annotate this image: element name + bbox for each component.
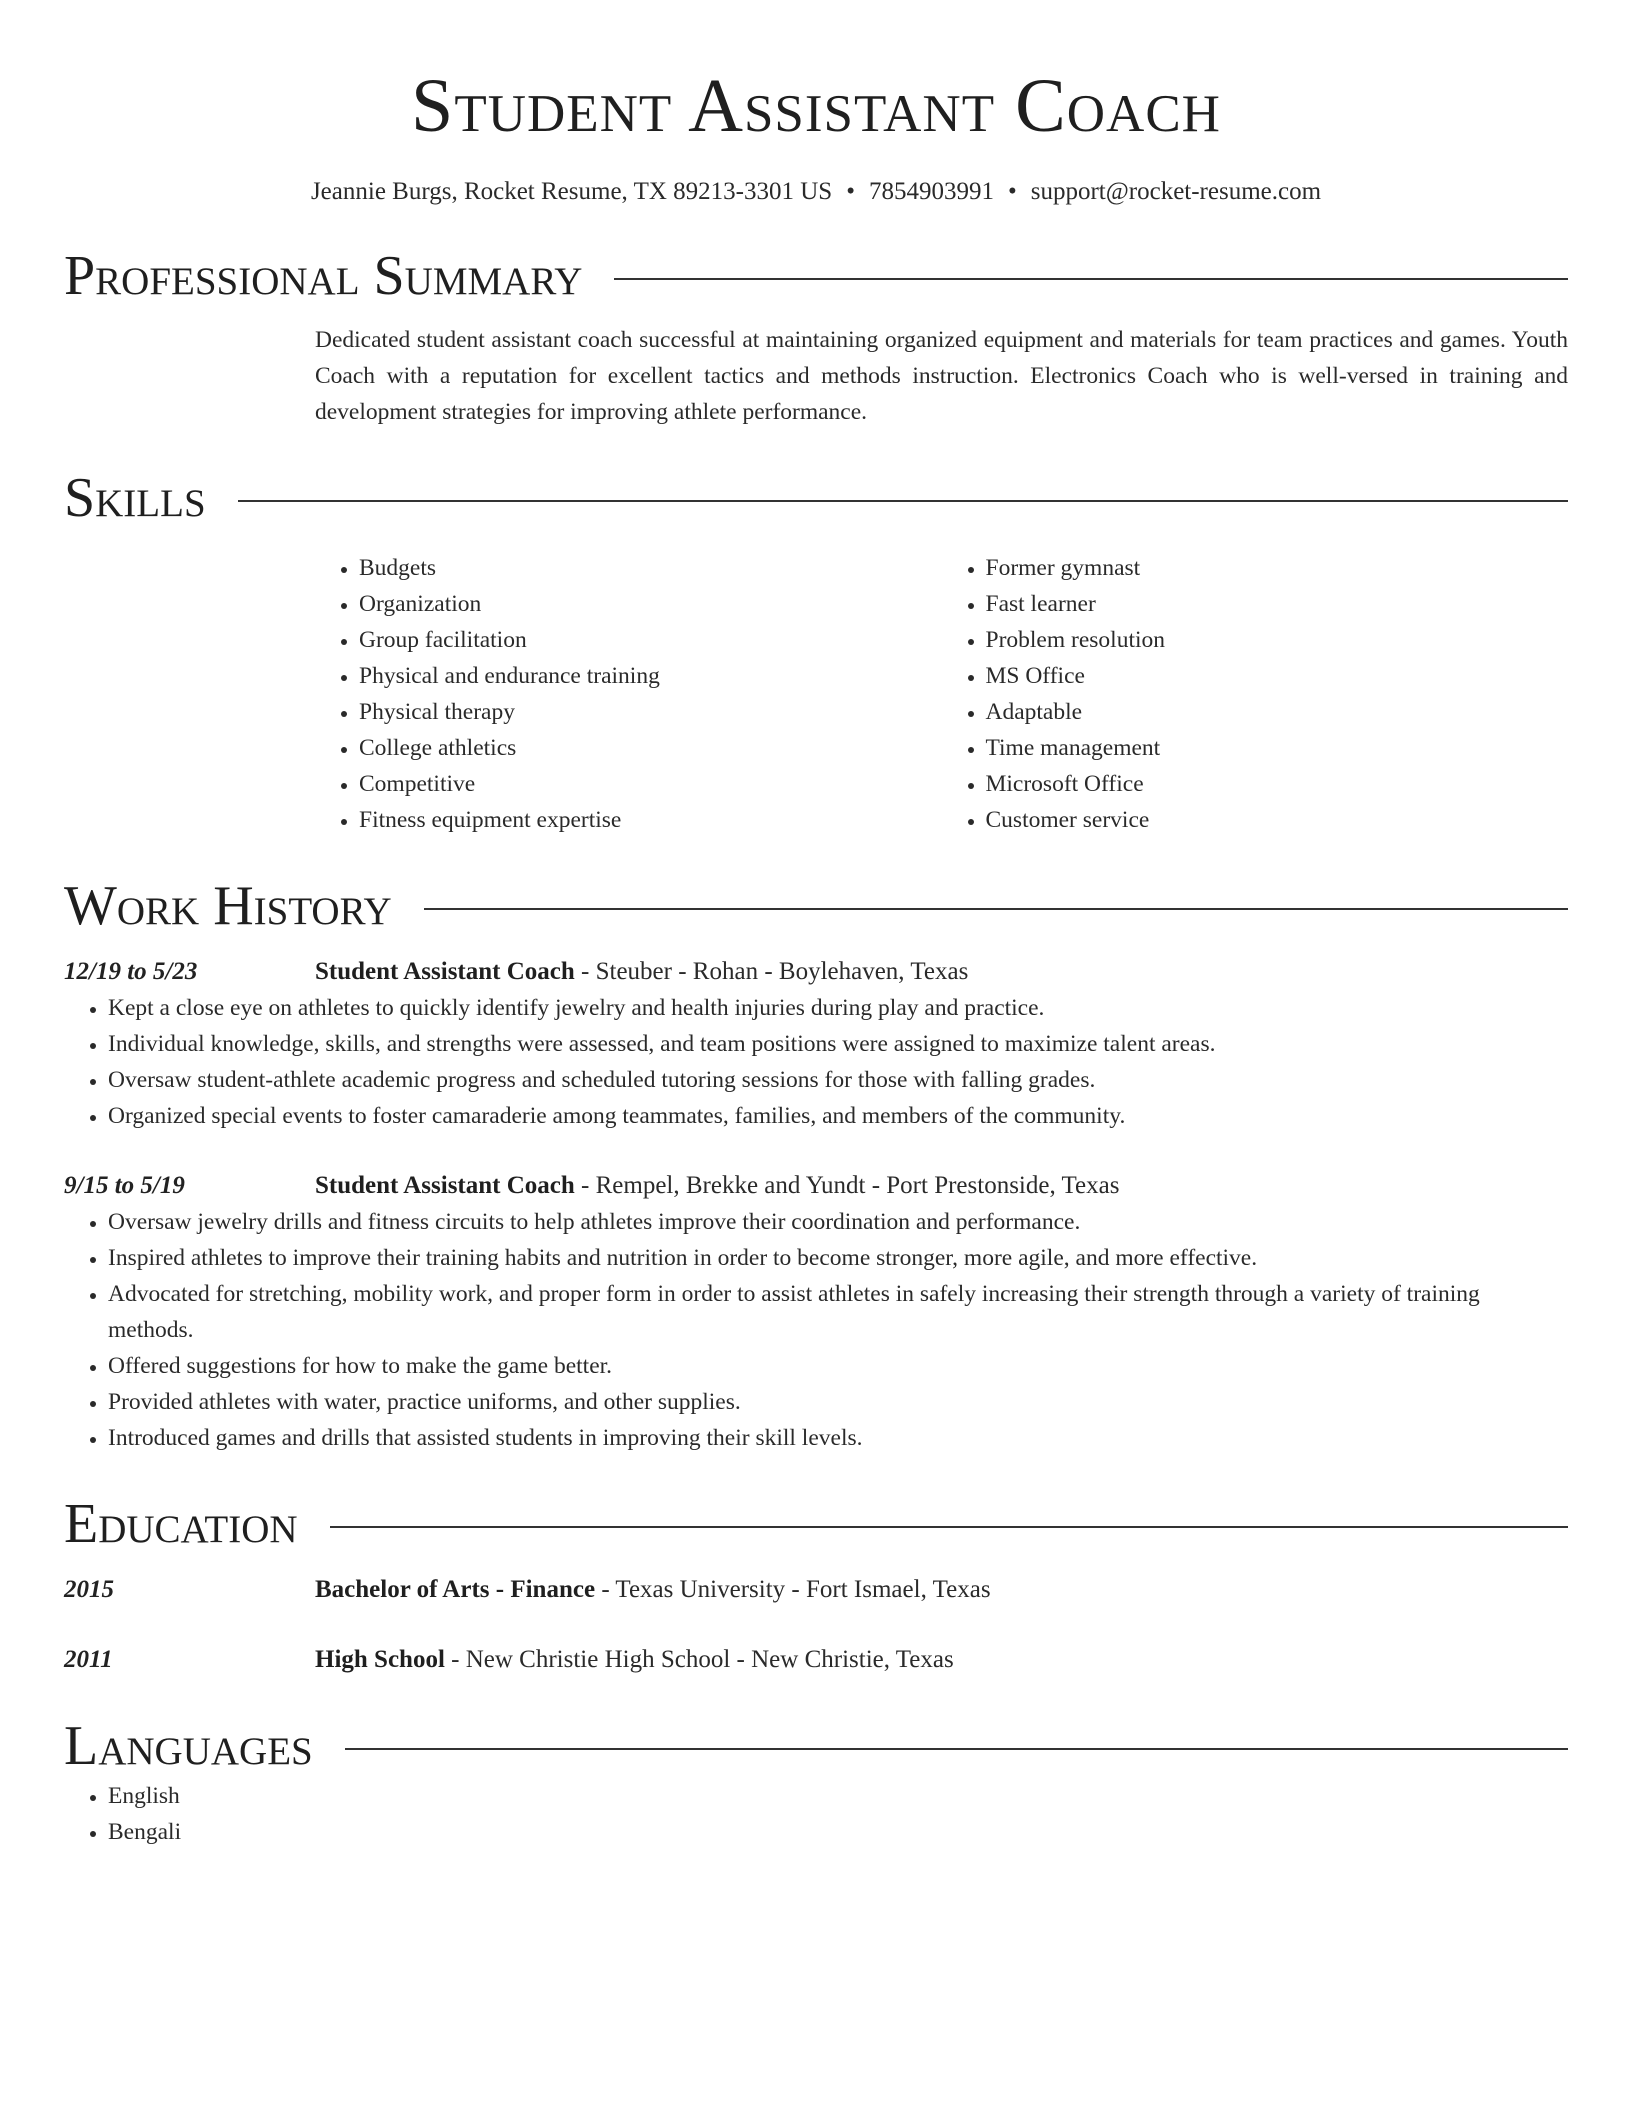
contact-email: support@rocket-resume.com: [1030, 178, 1322, 205]
skill-item: • Microsoft Office: [986, 766, 1569, 802]
skill-item: • Fitness equipment expertise: [359, 802, 942, 838]
skill-item: • Former gymnast: [986, 550, 1569, 586]
job-title: Student Assistant Coach: [315, 958, 575, 985]
skill-item: • Budgets: [359, 550, 942, 586]
summary-section-header: [64, 244, 1568, 308]
job-dates: 12/19 to 5/23: [64, 958, 198, 985]
skill-item: • Physical and endurance training: [359, 658, 942, 694]
duty-item: • Provided athletes with water, practice uniforms, and other supplies.: [108, 1384, 1568, 1420]
contact-line: [64, 176, 1568, 208]
summary-text: Dedicated student assistant coach successful at maintaining organized equipment and materials for team practices and games. Youth Coach with a reputation for excellent tactics and methods instruction. Electronics Coach who is well-versed in training and development strategies for improving athlete performance.: [315, 327, 1568, 425]
job-employer: - Rempel, Brekke and Yundt - Port Prestonside, Texas: [574, 1172, 1120, 1199]
skills-section-header: [64, 466, 1568, 530]
job-entry: [64, 954, 1568, 990]
education-year: 2015: [64, 1576, 114, 1603]
job-heading: [315, 954, 968, 990]
language-item: • English: [108, 1778, 1568, 1814]
language-item: • Bengali: [108, 1814, 1568, 1850]
education-heading-line: [315, 1642, 954, 1678]
education-section-header: [64, 1492, 1568, 1556]
education-heading-line: [315, 1572, 991, 1608]
job-employer: - Steuber - Rohan - Boylehaven, Texas: [574, 958, 969, 985]
section-divider: [424, 908, 1568, 910]
contact-separator: •: [846, 178, 855, 205]
skills-heading: Skills: [64, 467, 206, 529]
duty-item: • Introduced games and drills that assisted students in improving their skill levels.: [108, 1420, 1568, 1456]
duty-item: • Advocated for stretching, mobility work, and proper form in order to assist athletes in safely increasing their strength through a variety of training methods.: [108, 1276, 1568, 1348]
education-degree: Bachelor of Arts - Finance: [315, 1576, 596, 1603]
education-year: 2011: [64, 1646, 113, 1673]
contact-separator: •: [1007, 178, 1017, 205]
skills-column-right: [942, 550, 1569, 838]
contact-phone: 7854903991: [868, 178, 994, 205]
section-divider: [330, 1526, 1568, 1528]
skills-column-left: [315, 550, 942, 838]
skill-item: • MS Office: [986, 658, 1569, 694]
skill-item: • Competitive: [359, 766, 942, 802]
section-divider: [614, 278, 1568, 280]
job-title: Student Assistant Coach: [315, 1172, 575, 1199]
job-duties: [64, 990, 1568, 1134]
job-heading: [315, 1168, 1119, 1204]
education-entry: [64, 1642, 1568, 1678]
section-divider: [345, 1748, 1568, 1750]
duty-item: • Organized special events to foster camaraderie among teammates, families, and members of the community.: [108, 1098, 1568, 1134]
skill-item: • Adaptable: [986, 694, 1569, 730]
languages-heading: Languages: [64, 1715, 313, 1777]
job-entry: [64, 1168, 1568, 1204]
skill-item: • Time management: [986, 730, 1569, 766]
education-entry: [64, 1572, 1568, 1608]
duty-item: • Offered suggestions for how to make the game better.: [108, 1348, 1568, 1384]
duty-item: • Kept a close eye on athletes to quickly identify jewelry and health injuries during play and practice.: [108, 990, 1568, 1026]
contact-address: Jeannie Burgs, Rocket Resume, TX 89213-3301 US: [310, 178, 833, 205]
skill-item: • Fast learner: [986, 586, 1569, 622]
duty-item: • Oversaw jewelry drills and fitness circuits to help athletes improve their coordination and performance.: [108, 1204, 1568, 1240]
education-school: - Texas University - Fort Ismael, Texas: [595, 1576, 991, 1603]
job-duties: [64, 1204, 1568, 1456]
work-heading: Work History: [64, 875, 392, 937]
education-school: - New Christie High School - New Christie, Texas: [444, 1646, 954, 1673]
skill-item: • College athletics: [359, 730, 942, 766]
skill-item: • Customer service: [986, 802, 1569, 838]
education-degree: High School: [315, 1646, 445, 1673]
duty-item: • Inspired athletes to improve their training habits and nutrition in order to become stronger, more agile, and more effective.: [108, 1240, 1568, 1276]
job-dates: 9/15 to 5/19: [64, 1172, 185, 1199]
skill-item: • Problem resolution: [986, 622, 1569, 658]
work-section-header: [64, 874, 1568, 938]
resume-page: [64, 0, 1568, 1850]
summary-heading: Professional Summary: [64, 245, 583, 307]
duty-item: • Individual knowledge, skills, and strengths were assessed, and team positions were assigned to maximize talent areas.: [108, 1026, 1568, 1062]
skill-item: • Group facilitation: [359, 622, 942, 658]
languages-list: [64, 1778, 1568, 1850]
section-divider: [238, 500, 1568, 502]
resume-title: Student Assistant Coach: [411, 64, 1221, 148]
education-heading: Education: [64, 1493, 298, 1555]
skills-list: [315, 550, 1568, 838]
duty-item: • Oversaw student-athlete academic progress and scheduled tutoring sessions for those with falling grades.: [108, 1062, 1568, 1098]
languages-section-header: [64, 1714, 1568, 1778]
skill-item: • Organization: [359, 586, 942, 622]
skill-item: • Physical therapy: [359, 694, 942, 730]
